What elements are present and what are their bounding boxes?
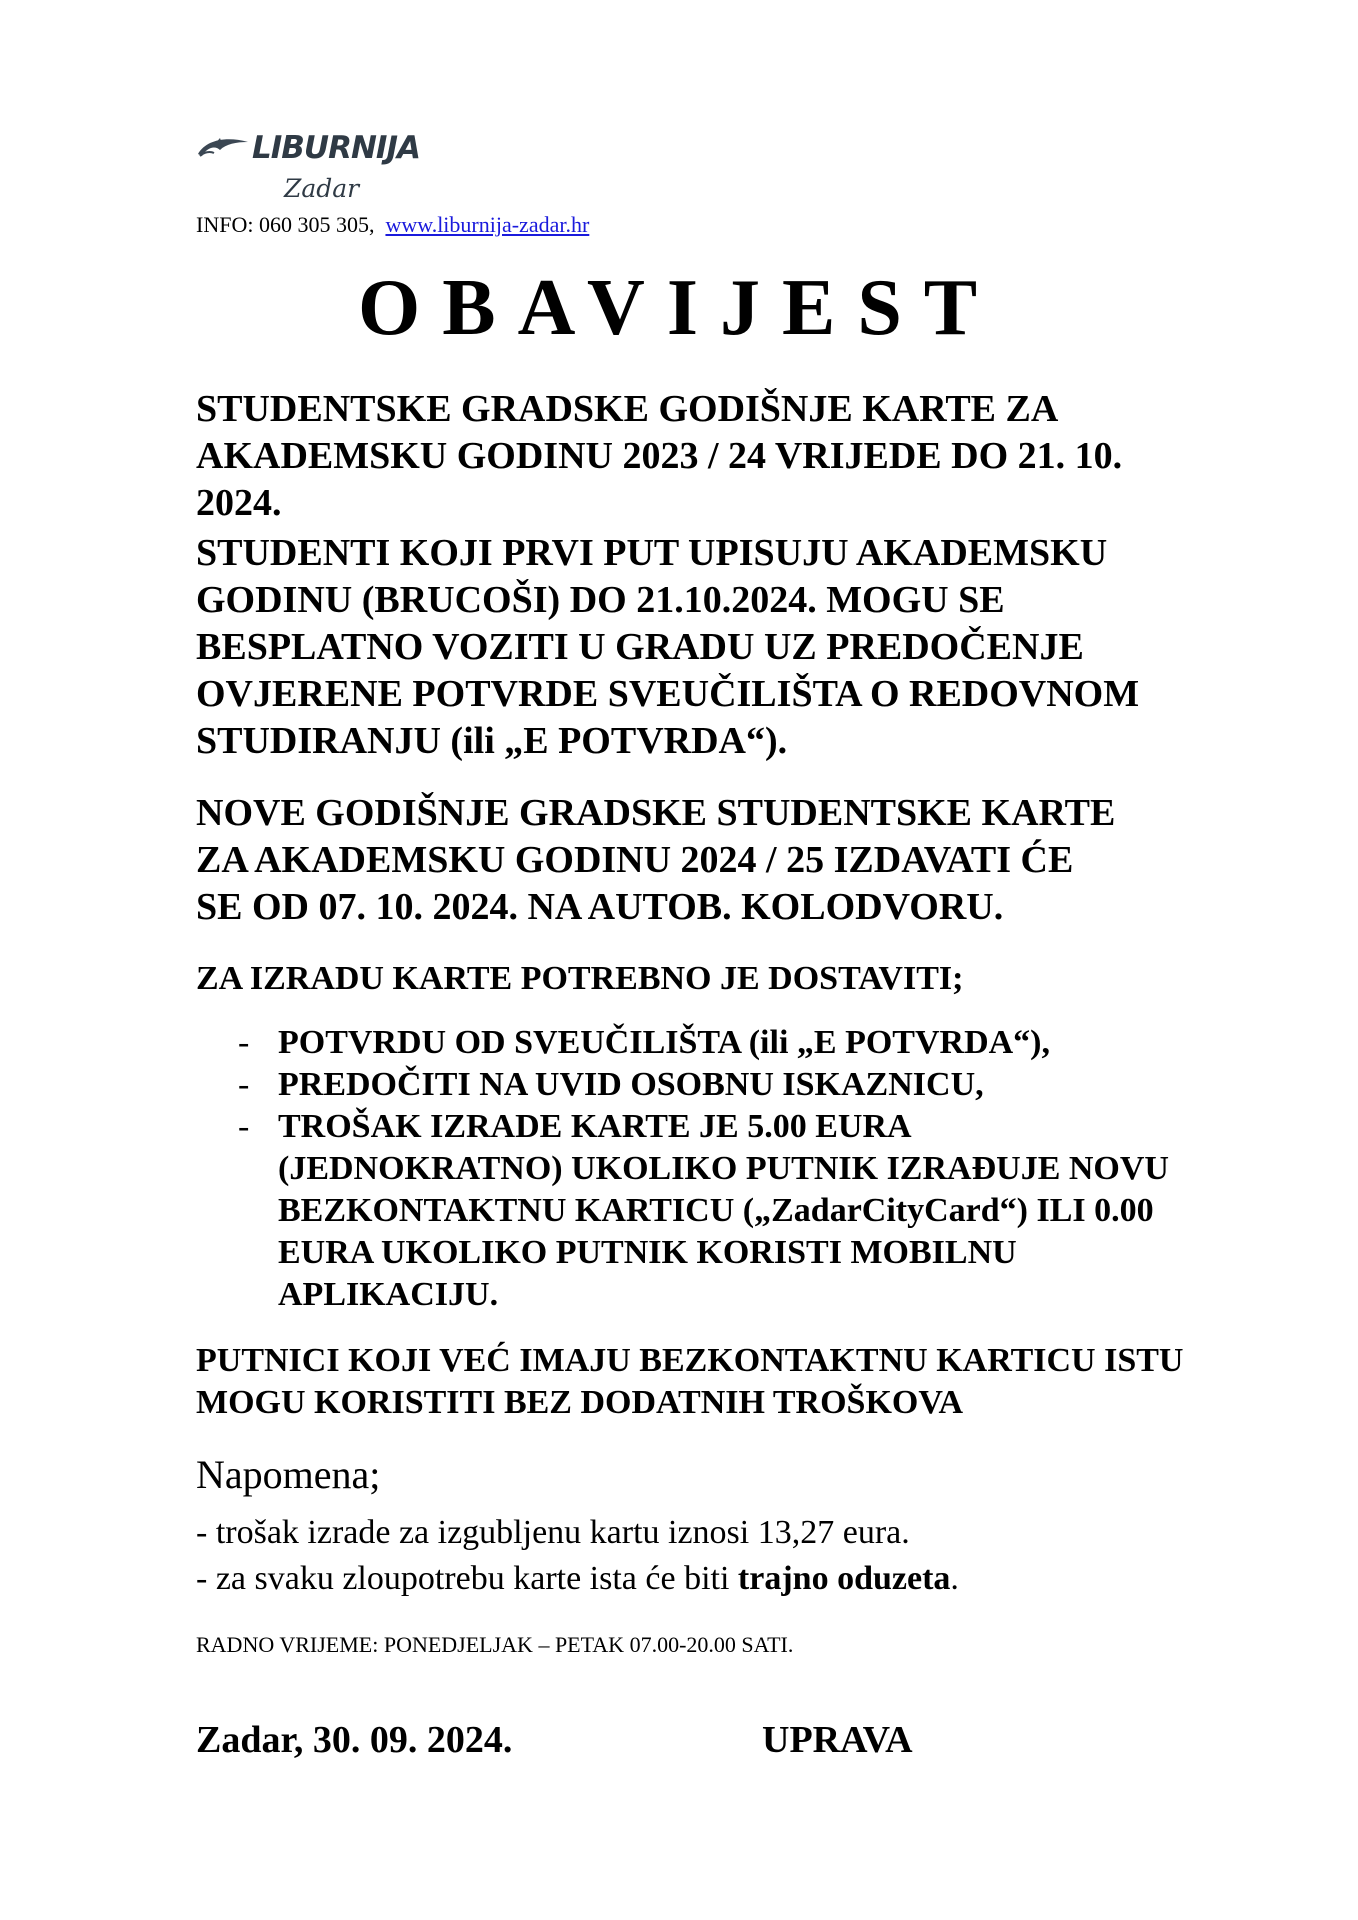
text-line: GODINU (BRUCOŠI) DO 21.10.2024. MOGU SE [196,579,1005,621]
text-line: PREDOČITI NA UVID OSOBNU ISKAZNICU, [278,1066,984,1103]
requirements-list [238,1022,1169,1316]
text-line: 2024. [196,482,282,524]
text-line: (JEDNOKRATNO) UKOLIKO PUTNIK IZRAĐUJE NOVU [278,1150,1169,1187]
text-line: AKADEMSKU GODINU 2023 / 24 VRIJEDE DO 21. 10. [196,435,1123,477]
info-phone: INFO: 060 305 305, [196,212,375,237]
text-line: APLIKACIJU. [278,1276,499,1313]
note-punct: . [950,1560,959,1597]
text-line: STUDENTI KOJI PRVI PUT UPISUJU AKADEMSKU [196,532,1108,574]
list-item [238,1106,1169,1316]
info-line [196,212,589,238]
text-line: BESPLATNO VOZITI U GRADU UZ PREDOČENJE [196,626,1084,668]
list-dash: - [238,1024,250,1061]
note-lines [196,1510,959,1602]
text-line: SE OD 07. 10. 2024. NA AUTOB. KOLODVORU. [196,886,1004,928]
logo-name: LIBURNIJA [252,130,420,166]
note-line-misuse [196,1556,959,1602]
text-line: NOVE GODIŠNJE GRADSKE STUDENTSKE KARTE [196,792,1116,834]
list-dash: - [238,1066,250,1103]
liburnija-logo [196,130,420,210]
text-line: STUDENTSKE GRADSKE GODIŠNJE KARTE ZA [196,388,1059,430]
paragraph-validity [196,386,1122,527]
text-line: PUTNICI KOJI VEĆ IMAJU BEZKONTAKTNU KARTICU ISTU [196,1342,1184,1379]
logo-city: Zadar [284,174,360,203]
paragraph-existing-cards [196,1340,1183,1424]
text-line: ZA AKADEMSKU GODINU 2024 / 25 IZDAVATI ĆE [196,839,1074,881]
text-line: EURA UKOLIKO PUTNIK KORISTI MOBILNU [278,1234,1017,1271]
paragraph-new-cards [196,790,1115,931]
text-line: BEZKONTAKTNU KARTICU („ZadarCityCard“) ILI 0.00 [278,1192,1154,1229]
website-link[interactable]: www.liburnija-zadar.hr [385,212,590,237]
note-emphasis: trajno oduzeta [737,1560,951,1597]
list-dash: - [238,1108,250,1145]
note-heading: Napomena; [196,1452,381,1497]
text-line: TROŠAK IZRADE KARTE JE 5.00 EURA [278,1108,912,1145]
text-line: POTVRDU OD SVEUČILIŠTA (ili „E POTVRDA“), [278,1024,1051,1061]
footer-date: Zadar, 30. 09. 2024. [196,1719,513,1761]
footer-signature: UPRAVA [762,1719,913,1761]
paragraph-freshmen [196,530,1139,765]
text-line: OVJERENE POTVRDE SVEUČILIŠTA O REDOVNOM [196,673,1140,715]
note-text: - za svaku zloupotrebu karte ista će biti [196,1560,738,1597]
text-line: STUDIRANJU (ili „E POTVRDA“). [196,720,788,762]
working-hours: RADNO VRIJEME: PONEDJELJAK – PETAK 07.00-20.00 SATI. [196,1632,794,1657]
list-item [238,1022,1169,1064]
list-item [238,1064,1169,1106]
note-line-lost-card: - trošak izrade za izgubljenu kartu iznosi 13,27 eura. [196,1514,910,1551]
requirements-heading: ZA IZRADU KARTE POTREBNO JE DOSTAVITI; [196,960,964,997]
dolphin-icon [196,134,250,162]
page-title: OBAVIJEST [358,264,1000,352]
text-line: MOGU KORISTITI BEZ DODATNIH TROŠKOVA [196,1384,964,1421]
